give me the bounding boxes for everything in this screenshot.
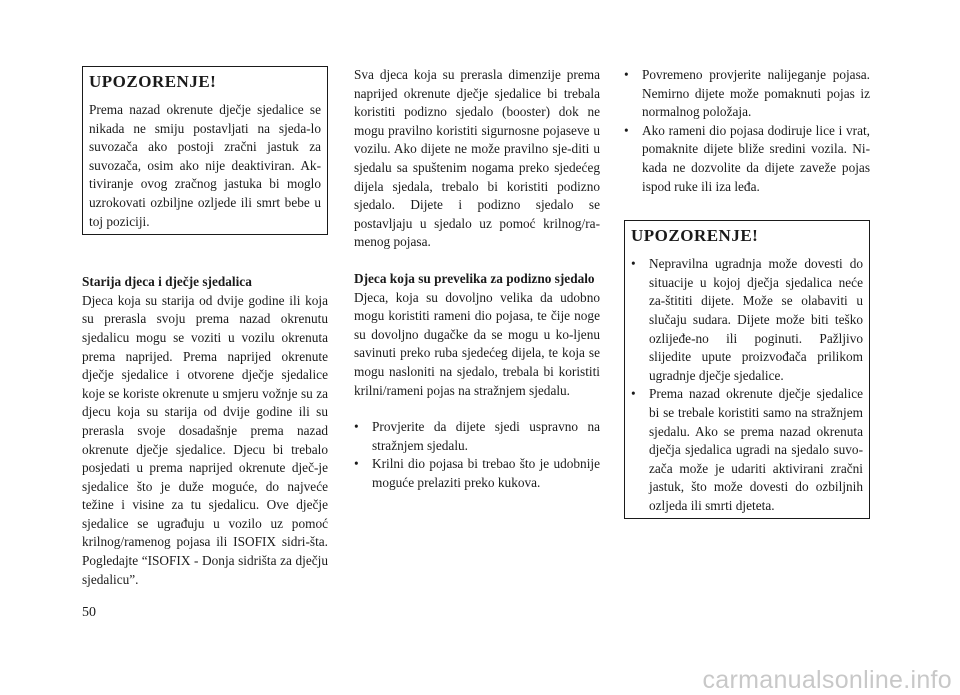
warning-box-installation — [624, 220, 870, 519]
paragraph-too-big-for-booster: Djeca, koja su dovoljno velika da udobno mogu koristiti rameni dio pojasa, te čije noge su dovoljno dugačke da se mogu u ko-ljenu savinuti preko ruba sjedećeg dijela, te koja se mogu nasloniti na sjedalo, trebala bi koristiti krilni/rameni pojas na stražnjem sjedalu. — [354, 289, 600, 398]
warning-text: Prema nazad okrenute dječje sjedalice se nikada ne smiju postavljati na sjeda-lo suvozača ako postoji zračni jastuk za suvozača, osim ako nije deaktiviran. Ak-tiviranje ovog zračnog jastuka bi moglo uzrokovati ozbiljne ozljede ili smrt bebe u toj poziciji. — [89, 102, 321, 229]
list-item-text: Povremeno provjerite nalijeganje pojasa. Nemirno dijete može pomaknuti pojas iz normalnog položaja. — [642, 67, 870, 120]
list-item-text: Prema nazad okrenute dječje sjedalice bi se trebale koristiti samo na stražnjem sjedalu. Ako se prema nazad okrenuta dječja sjedalica ugradi na sjedalo suvo-zača može je udariti aktivirani zračni jastuk, što može dovesti do ozbiljnih ozljeda ili smrti djeteta. — [649, 386, 863, 513]
list-item-text: Nepravilna ugradnja može dovesti do situacije u kojoj dječja sjedalica neće za-štititi dijete. Može se olabaviti u slučaju sudara. Dijete može biti teško ozlijeđe-no ili poginuti. Pažljivo slijedite upute proizvođača prilikom ugradnje dječje sjedalice. — [649, 256, 863, 383]
warning-title: UPOZORENJE! — [631, 226, 759, 246]
list-item — [624, 66, 870, 122]
list-item — [624, 122, 870, 196]
paragraph-booster-seat: Sva djeca koja su prerasla dimenzije prema naprijed okrenute dječje sjedalice bi trebala koristiti podizno sjedalo (booster) dok ne mogu pravilno koristiti sigurnosne pojaseve u vozilu. Ako dijete ne može pravilno sje-diti u sjedalu sa spuštenim nogama preko sjedećeg dijela sjedala, trebalo bi koristiti podizno sjedalo. Dijete i podizno sjedalo se postavljaju u sjedalo uz pomoć krilnog/ra-menog pojasa. — [354, 67, 600, 250]
list-item-text: Krilni dio pojasa bi trebao što je udobnije moguće prelaziti preko kukova. — [372, 456, 600, 490]
warning-bullet-list — [631, 255, 863, 515]
bullet-list-belt-checks — [624, 66, 870, 196]
list-item-text: Ako rameni dio pojasa dodiruje lice i vrat, pomaknite dijete bliže sredini vozila. Ni-kada ne dozvolite da dijete zaveže pojas ispod ruke ili iza leđa. — [642, 122, 870, 194]
section-heading-older-children: Starija djeca i dječje sjedalica — [82, 274, 252, 290]
warning-title: UPOZORENJE! — [89, 72, 217, 91]
list-item — [354, 418, 600, 455]
middle-column — [354, 66, 600, 492]
paragraph-older-children: Djeca koja su starija od dvije godine ili koja su prerasla svoju prema nazad okrenutu sjedalicu mogu se voziti u vozilu okrenuta prema naprijed. Prema naprijed okrenute dječje sjedalice i otvorene dječje sjedalice koje se koriste okrenute u smjeru vožnje su za djecu koja su starija od dvije godine ili su prerasla svoje dosadašnje prema nazad okrenute dječje sjedalice. Djecu bi trebalo posjedati u prema naprijed okrenute dječ-je sjedalice što je duže moguće, do najveće težine i visine za tu sjedalicu. Ove dječje sjedalice se ugrađuju u vozilo uz pomoć krilnog/ramenog pojasa ili ISOFIX sidri-šta. Pogledajte “ISOFIX - Donja sidrišta za dječju sjedalicu”. — [82, 292, 328, 587]
bullet-glyph: • — [631, 256, 636, 272]
page-number: 50 — [82, 605, 96, 620]
bullet-glyph: • — [354, 456, 359, 472]
left-column — [82, 66, 328, 589]
bullet-glyph: • — [624, 67, 629, 82]
list-item — [354, 455, 600, 492]
bullet-glyph: • — [631, 386, 636, 402]
watermark-text: carmanualsonline.info — [702, 666, 952, 694]
list-item — [631, 255, 863, 385]
right-column — [624, 66, 870, 519]
section-heading-too-big-for-booster: Djeca koja su prevelika za podizno sjedalo — [354, 270, 595, 286]
list-item — [631, 385, 863, 515]
bullet-glyph: • — [624, 122, 629, 138]
bullet-glyph: • — [354, 419, 359, 435]
warning-box-airbag — [82, 66, 328, 235]
bullet-list-seating — [354, 418, 600, 492]
list-item-text: Provjerite da dijete sjedi uspravno na stražnjem sjedalu. — [372, 419, 600, 453]
